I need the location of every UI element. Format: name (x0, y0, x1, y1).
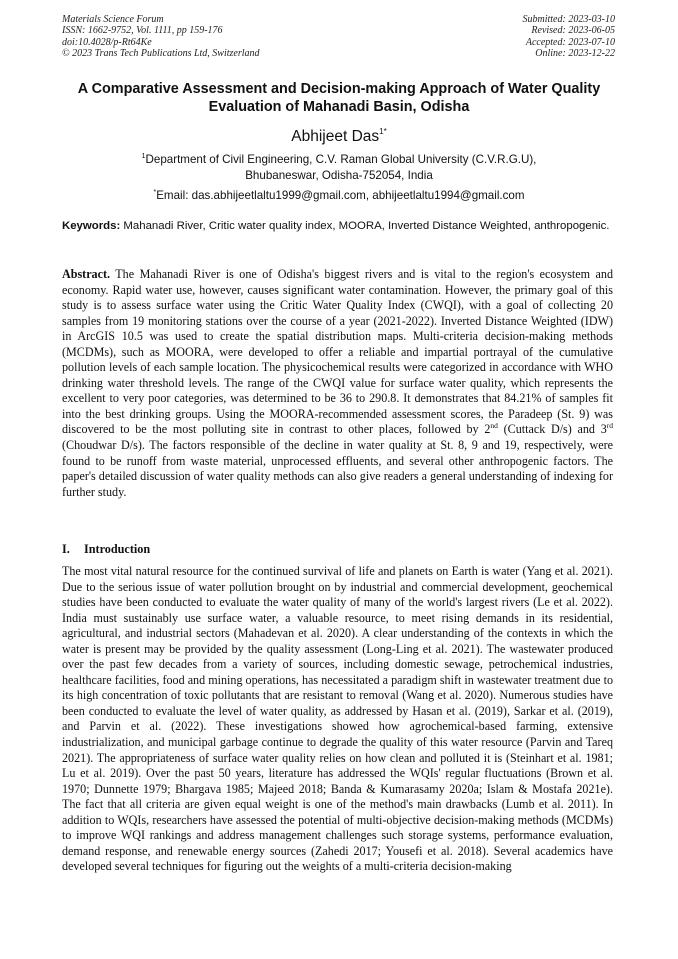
submitted-date: Submitted: 2023-03-10 (522, 14, 615, 25)
journal-info (62, 14, 260, 59)
affiliation (60, 149, 618, 183)
section-title: Introduction (84, 542, 151, 556)
doi-line: doi:10.4028/p-Rt64Ke (62, 36, 152, 48)
publication-dates (523, 14, 616, 59)
author-mark: 1* (379, 127, 387, 136)
email-line (60, 185, 618, 204)
abstract-block: Abstract. The Mahanadi River is one of Odisha's biggest rivers and is vital to the region's ecosystem and economy. Rapid water use, however, causes significant water contamination. However, the primary goal of this study is to assess surface water using the Critic Water Quality Index (CWQI), with a goal of collecting 20 samples from 19 monitoring stations over the course of a year (2021-2022). Inverted Distance Weighted (IDW) in ArcGIS 10.5 was used to create the spatial distribution maps. Multi-criteria decision-making methods (MCDMs), such as MOORA, were developed to offer a reliable and impartial portrayal of the cumulative pollution levels of each sample location. The physicochemical results were categorized in accordance with WHO drinking water threshold levels. The range of the CWQI value for surface water quality, which represents the excellent to very poor categories, was determined to be 36 to 290.8. It demonstrates that 84.21% of samples fit into the best drinking groups. Using the MOORA-recommended assessment scores, the Paradeep (St. 9) was discovered to be the most polluting site in contrast to other places, followed by 2nd (Cuttack D/s) and 3rd (Choudwar D/s). The factors responsible of the decline in water quality at St. 8, 9 and 19, respectively, were found to be runoff from waste material, unprocessed effluents, and several other anthropogenic factors. The paper's detailed discussion of water quality methods can also give readers a general understanding of indexing for further study. (62, 267, 613, 499)
affiliation-line-1: $^1$Department of Civil Engineering, C.V. Raman Global University (C.V.R.G.U), (141, 153, 537, 166)
email-mark: * (153, 189, 157, 196)
section-number: I. (62, 542, 70, 556)
affiliation-mark: 1 (141, 153, 146, 160)
author-line (0, 123, 678, 146)
email-text: Email: das.abhijeetlaltu1999@gmail.com, abhijeetlaltu1994@gmail.com (156, 189, 525, 202)
introduction-paragraph: The most vital natural resource for the continued survival of life and planets on Earth is water (Yang et al. 2021). Due to the serious issue of water pollution brought on by industrial and commercial development, geochemical studies have been conducted to evaluate the water quality of many of the world's largest rivers (Le et al. 2022). India must sustainably use surface water, a valuable resource, to meet rising demands in its residential, agricultural, and industrial sectors (Mahadevan et al. 2020). A clear understanding of the contexts in which the water is present may be provided by the quality assessment (Long-Ling et al. 2021). The wastewater produced over the past few decades from a variety of sources, including domestic sewage, petrochemical industries, healthcare facilities, food and mining operations, has necessitated a paradigm shift in wastewater treatment due to its high concentration of toxic pollutants that are resistant to removal (Wang et al. 2020). Numerous studies have been conducted to evaluate the level of water quality, as addressed by Hasan et al. (2019), Sarkar et al. (2019), and Parvin et al. (2022). These investigations showed how agrochemical-based farming, extensive industrialization, and municipal garbage continue to degrade the quality of this water resource (Parvin and Tareq 2021). The appropriateness of surface water quality relies on how clean and polluted it is (Steinhart et al. 1981; Lu et al. 2019). Over the past 50 years, literature has addressed the WQIs' regular fluctuations (Brown et al. 1970; Dunnette 1979; Bhargava 1985; Majeed 2018; Banda & Kumarasamy 2020a; Islam & Mostafa 2021e). The fact that all criteria are given equal weight is one of the method's main drawbacks (Lumb et al. 2011). In addition to WQIs, researchers have assessed the potential of multi-objective decision-making methods (MCDMs) to improve WQI rankings and address management challenges such storage systems, performance evaluation, demand response, and renewable energy sources (Zahedi 2017; Yousefi et al. 2018). Several academics have developed several techniques for figuring out the weights of a multi-criteria decision-making (62, 564, 613, 874)
section-heading-introduction (62, 541, 150, 557)
keywords-text: Mahanadi River, Critic water quality index, MOORA, Inverted Distance Weighted, anthropogenic. (123, 220, 610, 232)
copyright-line: © 2023 Trans Tech Publications Ltd, Switzerland (62, 47, 260, 59)
author-name: Abhijeet Das (291, 128, 380, 145)
accepted-date: Accepted: 2023-07-10 (525, 36, 615, 48)
online-date: Online: 2023-12-22 (535, 47, 615, 59)
affiliation-line-2: Bhubaneswar, Odisha-752054, India (245, 168, 433, 182)
issn-line: ISSN: 1662-9752, Vol. 1111, pp 159-176 (62, 25, 223, 37)
keywords-block (62, 219, 613, 234)
abstract-label: Abstract. (62, 267, 111, 281)
paper-title: A Comparative Assessment and Decision-making Approach of Water Quality Evaluation of Mahanadi Basin, Odisha (77, 81, 601, 115)
revised-date: Revised: 2023-06-05 (531, 25, 615, 37)
keywords-label: Keywords: (62, 220, 121, 232)
journal-name: Materials Science Forum (62, 14, 164, 25)
